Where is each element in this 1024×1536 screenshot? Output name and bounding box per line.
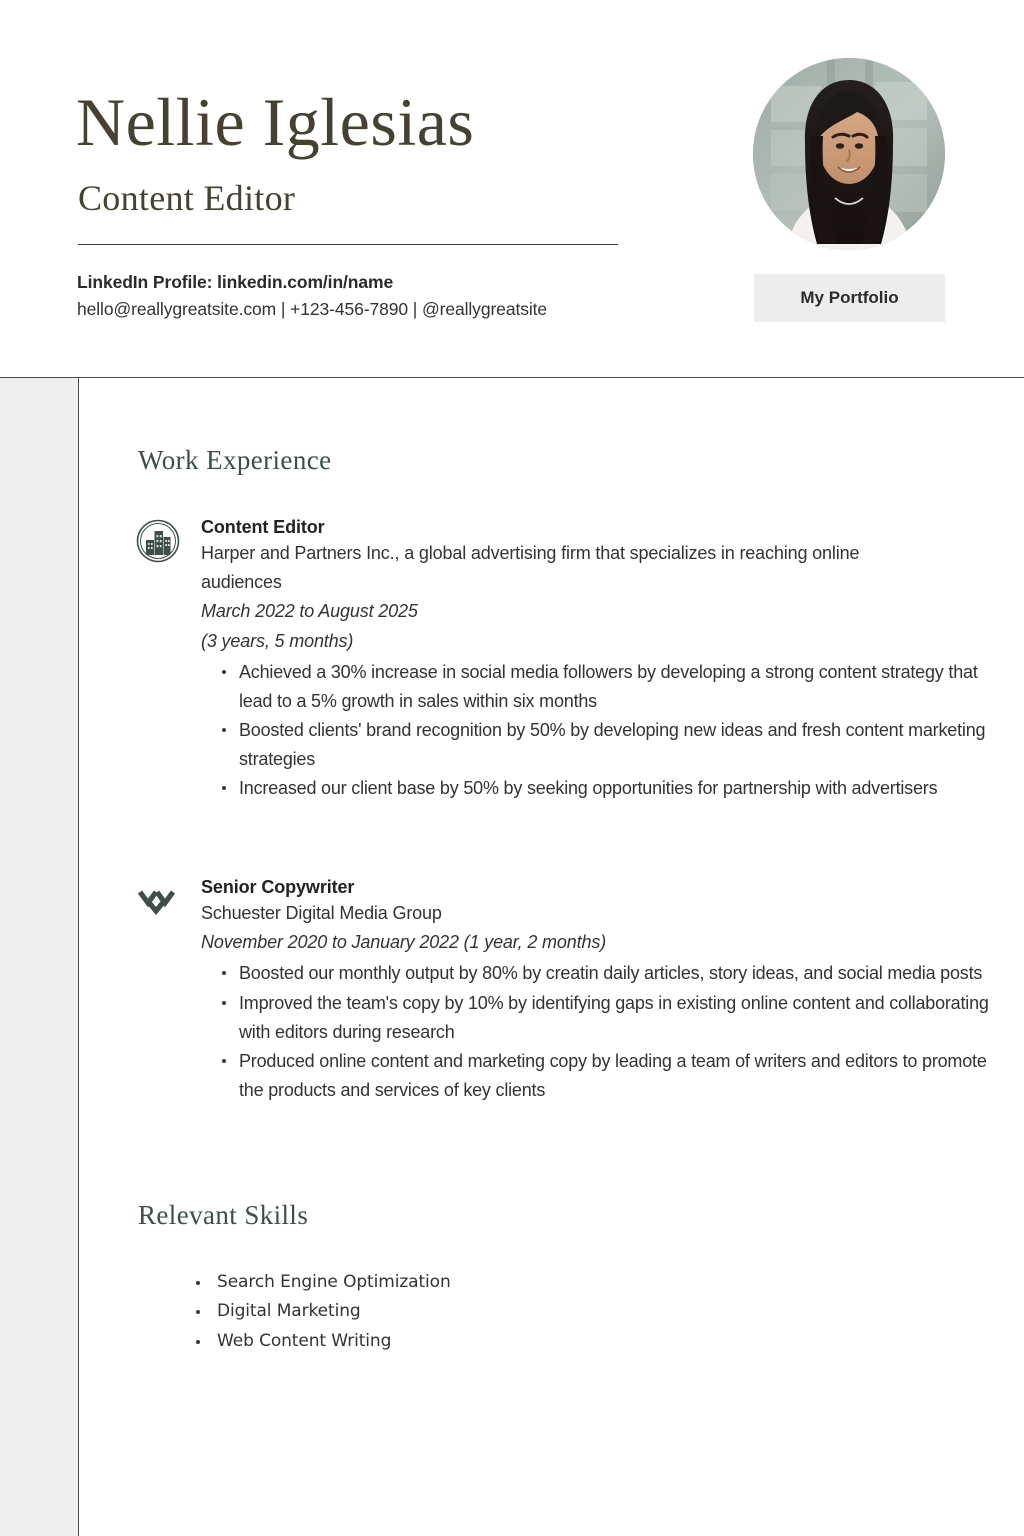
job-dates: March 2022 to August 2025 [201, 601, 418, 622]
list-item: Digital Marketing [217, 1297, 451, 1326]
profile-photo-icon [753, 58, 945, 250]
list-item: Web Content Writing [217, 1327, 451, 1356]
list-item: Achieved a 30% increase in social media followers by developing a strong content strategy that lead to a 5% growth in sales within six months [239, 658, 1005, 716]
section-title-work-experience: Work Experience [138, 445, 332, 475]
left-gutter-strip [0, 378, 78, 1536]
chevron-zigzag-icon [135, 878, 181, 924]
job-role-subtitle: Content Editor [78, 178, 296, 218]
page-title: Nellie Iglesias [76, 84, 475, 160]
avatar [753, 58, 945, 250]
list-item: Boosted our monthly output by 80% by creatin daily articles, story ideas, and social media posts [239, 959, 1005, 988]
job-achievements-list [201, 959, 1005, 1105]
resume-header [0, 0, 1024, 377]
list-item: Boosted clients' brand recognition by 50% by developing new ideas and fresh content marketing strategies [239, 716, 1005, 774]
my-portfolio-button[interactable]: My Portfolio [754, 274, 945, 322]
list-item: Produced online content and marketing copy by leading a team of writers and editors to promote the products and services of key clients [239, 1047, 1005, 1105]
work-experience-entry [135, 516, 1005, 803]
buildings-circle-icon [135, 518, 181, 564]
header-divider [78, 244, 618, 245]
job-company: Harper and Partners Inc., a global advertising firm that specializes in reaching online audiences [201, 543, 860, 593]
list-item: Increased our client base by 50% by seeking opportunities for partnership with advertisers [239, 774, 1005, 803]
contact-info-text[interactable]: hello@reallygreatsite.com | +123-456-7890 | @reallygreatsite [77, 299, 548, 319]
job-title: Content Editor [201, 517, 325, 537]
job-achievements-list [201, 658, 1005, 804]
list-item: Improved the team's copy by 10% by identifying gaps in existing online content and collaborating with editors during research [239, 989, 1005, 1047]
job-title: Senior Copywriter [201, 877, 355, 897]
job-dates: November 2020 to January 2022 (1 year, 2 months) [201, 932, 607, 953]
job-company: Schuester Digital Media Group [201, 903, 442, 924]
job-duration: (3 years, 5 months) [201, 630, 354, 651]
work-experience-entry [135, 876, 1005, 1105]
list-item: Search Engine Optimization [217, 1268, 451, 1297]
section-title-relevant-skills: Relevant Skills [138, 1200, 309, 1230]
skills-list [217, 1268, 451, 1356]
linkedin-profile-text[interactable]: LinkedIn Profile: linkedin.com/in/name [77, 272, 394, 292]
resume-body [79, 378, 1024, 1536]
